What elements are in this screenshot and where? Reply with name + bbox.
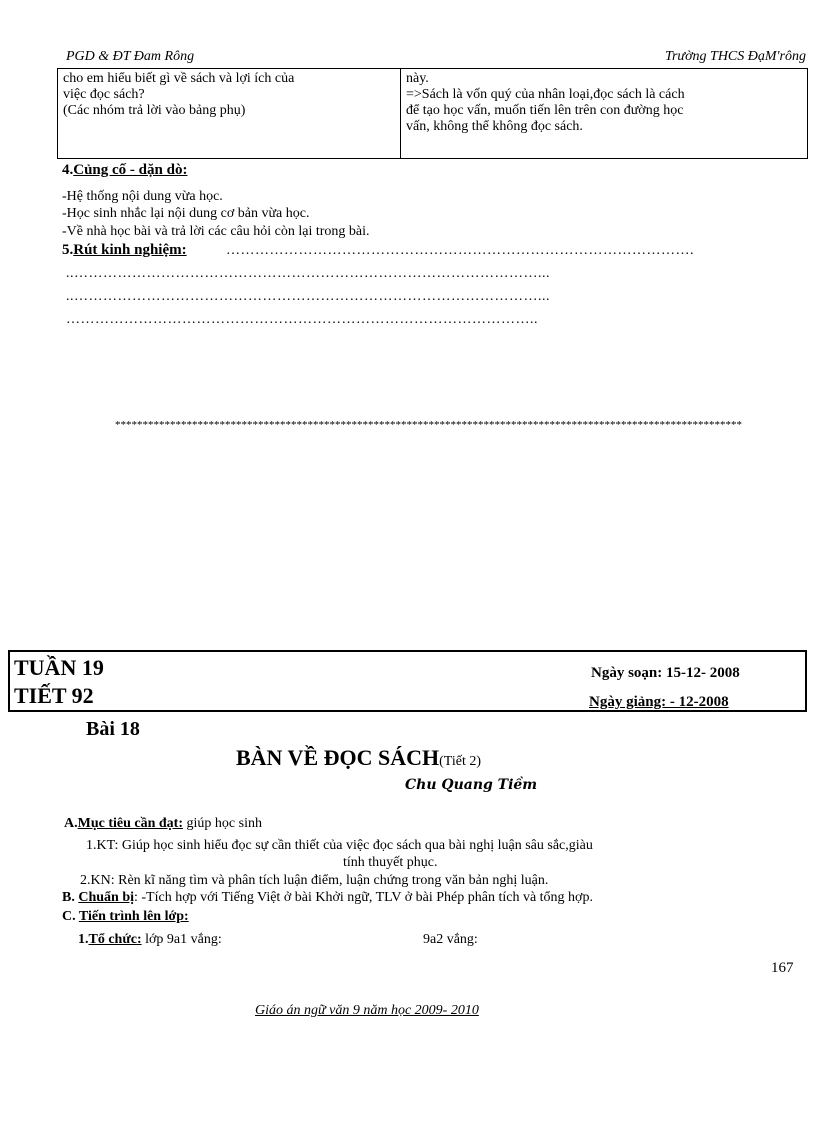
table-right-line: để tạo học vấn, muốn tiến lên trên con đường học (406, 103, 684, 118)
table-right-line: vấn, không thể không đọc sách. (406, 119, 583, 134)
sectionA-kn-line: 2.KN: Rèn kĩ năng tìm và phân tích luận điểm, luận chứng trong văn bản nghị luận. (80, 873, 549, 888)
sectionC-org-number: 1. (78, 932, 89, 947)
week-label: TUẦN 19 (14, 655, 104, 680)
header-left: PGD & ĐT Đam Rông (66, 49, 195, 64)
section4-item: -Về nhà học bài và trả lời các câu hỏi còn lại trong bài. (62, 224, 370, 239)
section5-title: Rút kinh nghiệm: (73, 242, 187, 258)
sectionC-title: Tiến trình lên lớp: (78, 909, 189, 924)
table-right-line: =>Sách là vốn quý của nhân loại,đọc sách là cách (406, 87, 685, 102)
header-right: Trường THCS ĐạM'rông (664, 49, 806, 64)
sectionA-label: A. (64, 816, 78, 831)
table-left-line: việc đọc sách? (63, 87, 145, 102)
dotted-line: ..……………………………………………………………………………………... (66, 266, 550, 281)
sectionB-title: Chuẩn bị (78, 890, 134, 905)
lesson-author: Chu Quang Tiềm (405, 777, 538, 793)
prep-date: Ngày soạn: 15-12- 2008 (591, 665, 740, 681)
lesson-title-suffix: (Tiết 2) (439, 754, 482, 769)
sectionB-text: : -Tích hợp với Tiếng Việt ở bài Khởi ngữ, TLV ở bài Phép phân tích và tổng hợp. (134, 890, 593, 905)
section4-item: -Học sinh nhắc lại nội dung cơ bản vừa học. (62, 206, 310, 221)
sectionA-kt-line: 1.KT: Giúp học sinh hiểu đọc sự cần thiết của việc đọc sách qua bài nghị luận sâu sắc,giàu (86, 838, 593, 853)
sectionA-heading (64, 816, 262, 832)
lesson-title-group (236, 745, 481, 771)
sectionB-line (62, 890, 593, 906)
sectionC-heading (62, 909, 189, 925)
table-right-line: này. (406, 71, 429, 86)
section5-heading (62, 242, 187, 258)
dotted-line: ..……………………………………………………………………………………... (66, 289, 550, 304)
table-left-line: cho em hiểu biết gì về sách và lợi ích của (63, 71, 295, 86)
sectionC-org-text2: 9a2 vắng: (423, 932, 478, 947)
dotted-line: ……………………………………………………………………………………. (226, 243, 694, 258)
sectionC-label: C. (62, 909, 76, 924)
lesson-number: Bài 18 (86, 718, 140, 740)
sectionA-text: giúp học sinh (183, 816, 262, 831)
star-separator: ****************************************************************************************************************** (115, 419, 742, 431)
table-cell-left (58, 69, 401, 159)
sectionC-org-title: Tổ chức: (88, 932, 142, 947)
page-number: 167 (771, 960, 794, 976)
section4-heading (62, 162, 187, 178)
lesson-title: BÀN VỀ ĐỌC SÁCH (236, 745, 440, 770)
table-row (58, 69, 808, 159)
table-left-line: (Các nhóm trả lời vào bảng phụ) (63, 103, 246, 118)
sectionC-org-text: lớp 9a1 vắng: (141, 932, 222, 947)
teach-date: Ngày giảng: - 12-2008 (589, 694, 729, 710)
footer-text: Giáo án ngữ văn 9 năm học 2009- 2010 (255, 1003, 479, 1018)
content-table (57, 68, 808, 159)
section4-title: Củng cố - dặn dò: (73, 162, 188, 178)
sectionC-org-line (78, 932, 222, 948)
sectionB-label: B. (62, 890, 75, 905)
table-cell-right (401, 69, 808, 159)
section5-number: 5. (62, 242, 74, 258)
dotted-line: …………………………………………………………………………………….. (66, 312, 538, 327)
sectionA-title: Mục tiêu cần đạt: (77, 816, 184, 831)
period-label: TIẾT 92 (14, 683, 94, 708)
sectionA-kt-line: tính thuyết phục. (343, 855, 438, 870)
section4-number: 4. (62, 162, 74, 178)
section4-item: -Hệ thống nội dung vừa học. (62, 189, 223, 204)
